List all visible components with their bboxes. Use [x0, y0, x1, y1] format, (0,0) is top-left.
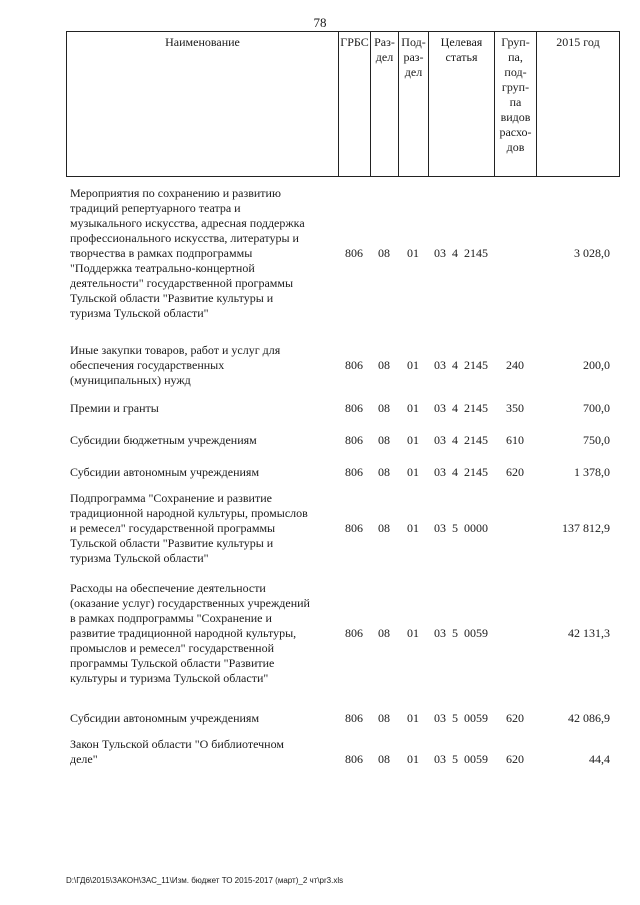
row-target-article: 03 5 0000 — [434, 521, 488, 535]
row-target-article: 03 4 2145 — [434, 358, 488, 372]
row-grbs: 806 — [345, 465, 363, 479]
header-name: Наименование — [67, 32, 339, 176]
row-name: Расходы на обеспечение деятельности (оказание услуг) государственных учреждений в рамках подпрограммы "Сохранение и развитие традиционной народной культуры, промыслов и ремесел" государственной программы Тульской области "Развитие культуры и туризма Тульской области" — [70, 581, 310, 685]
row-expense-group: 240 — [506, 358, 524, 372]
row-expense-group: 620 — [506, 465, 524, 479]
row-amount: 3 028,0 — [574, 246, 610, 260]
row-amount: 700,0 — [583, 401, 610, 415]
row-podrazdel: 01 — [407, 711, 419, 725]
row-grbs: 806 — [345, 626, 363, 640]
row-expense-group: 350 — [506, 401, 524, 415]
row-grbs: 806 — [345, 521, 363, 535]
row-podrazdel: 01 — [407, 626, 419, 640]
row-podrazdel: 01 — [407, 401, 419, 415]
row-podrazdel: 01 — [407, 521, 419, 535]
header-grbs: ГРБС — [339, 32, 371, 176]
row-amount: 200,0 — [583, 358, 610, 372]
row-name: Мероприятия по сохранению и развитию традиций репертуарного театра и музыкального искусства, адресная поддержка профессионального искусства, литературы и творчества в рамках подпрограммы "Поддержка театрально-концертной деятельности" государственной программы Тульской области "Развитие культуры и туризма Тульской области" — [70, 186, 305, 320]
row-podrazdel: 01 — [407, 752, 419, 766]
header-podrazdel: Под- раз- дел — [399, 32, 429, 176]
row-grbs: 806 — [345, 401, 363, 415]
row-grbs: 806 — [345, 358, 363, 372]
row-target-article: 03 5 0059 — [434, 752, 488, 766]
row-target-article: 03 5 0059 — [434, 711, 488, 725]
row-expense-group: 620 — [506, 752, 524, 766]
row-razdel: 08 — [378, 521, 390, 535]
row-grbs: 806 — [345, 752, 363, 766]
row-podrazdel: 01 — [407, 465, 419, 479]
row-podrazdel: 01 — [407, 246, 419, 260]
row-podrazdel: 01 — [407, 433, 419, 447]
header-target-article: Целевая статья — [429, 32, 495, 176]
row-target-article: 03 4 2145 — [434, 465, 488, 479]
row-razdel: 08 — [378, 358, 390, 372]
header-razdel: Раз- дел — [371, 32, 399, 176]
table-header — [66, 31, 620, 177]
row-name: Иные закупки товаров, работ и услуг для обеспечения государственных (муниципальных) нужд — [70, 343, 281, 387]
row-grbs: 806 — [345, 433, 363, 447]
row-amount: 44,4 — [589, 752, 610, 766]
page-number: 78 — [313, 15, 327, 30]
row-name: Закон Тульской области "О библиотечном деле" — [70, 737, 284, 766]
row-target-article: 03 4 2145 — [434, 246, 488, 260]
row-amount: 42 086,9 — [568, 711, 610, 725]
row-expense-group: 620 — [506, 711, 524, 725]
row-razdel: 08 — [378, 711, 390, 725]
row-amount: 42 131,3 — [568, 626, 610, 640]
row-name: Подпрограмма "Сохранение и развитие традиционной народной культуры, промыслов и ремесел" государственной программы Тульской области "Развитие культуры и туризма Тульской области" — [70, 491, 308, 565]
row-name: Премии и гранты — [70, 401, 159, 415]
row-target-article: 03 4 2145 — [434, 401, 488, 415]
row-amount: 137 812,9 — [562, 521, 610, 535]
row-name: Субсидии автономным учреждениям — [70, 465, 260, 479]
row-amount: 750,0 — [583, 433, 610, 447]
row-amount: 1 378,0 — [574, 465, 610, 479]
file-path-footer: D:\ГД6\2015\ЗАКОН\ЗАС_11\Изм. бюджет ТО 2015-2017 (март)_2 чт\pr3.xls — [66, 876, 344, 885]
row-razdel: 08 — [378, 465, 390, 479]
row-razdel: 08 — [378, 401, 390, 415]
row-razdel: 08 — [378, 246, 390, 260]
row-target-article: 03 5 0059 — [434, 626, 488, 640]
row-grbs: 806 — [345, 246, 363, 260]
header-expense-group: Груп- па, под- груп- па видов расхо- дов — [495, 32, 537, 176]
row-grbs: 806 — [345, 711, 363, 725]
row-razdel: 08 — [378, 433, 390, 447]
row-target-article: 03 4 2145 — [434, 433, 488, 447]
row-razdel: 08 — [378, 626, 390, 640]
row-name: Субсидии автономным учреждениям — [70, 711, 260, 725]
row-razdel: 08 — [378, 752, 390, 766]
row-podrazdel: 01 — [407, 358, 419, 372]
header-year: 2015 год — [556, 35, 600, 49]
row-expense-group: 610 — [506, 433, 524, 447]
row-name: Субсидии бюджетным учреждениям — [70, 433, 257, 447]
